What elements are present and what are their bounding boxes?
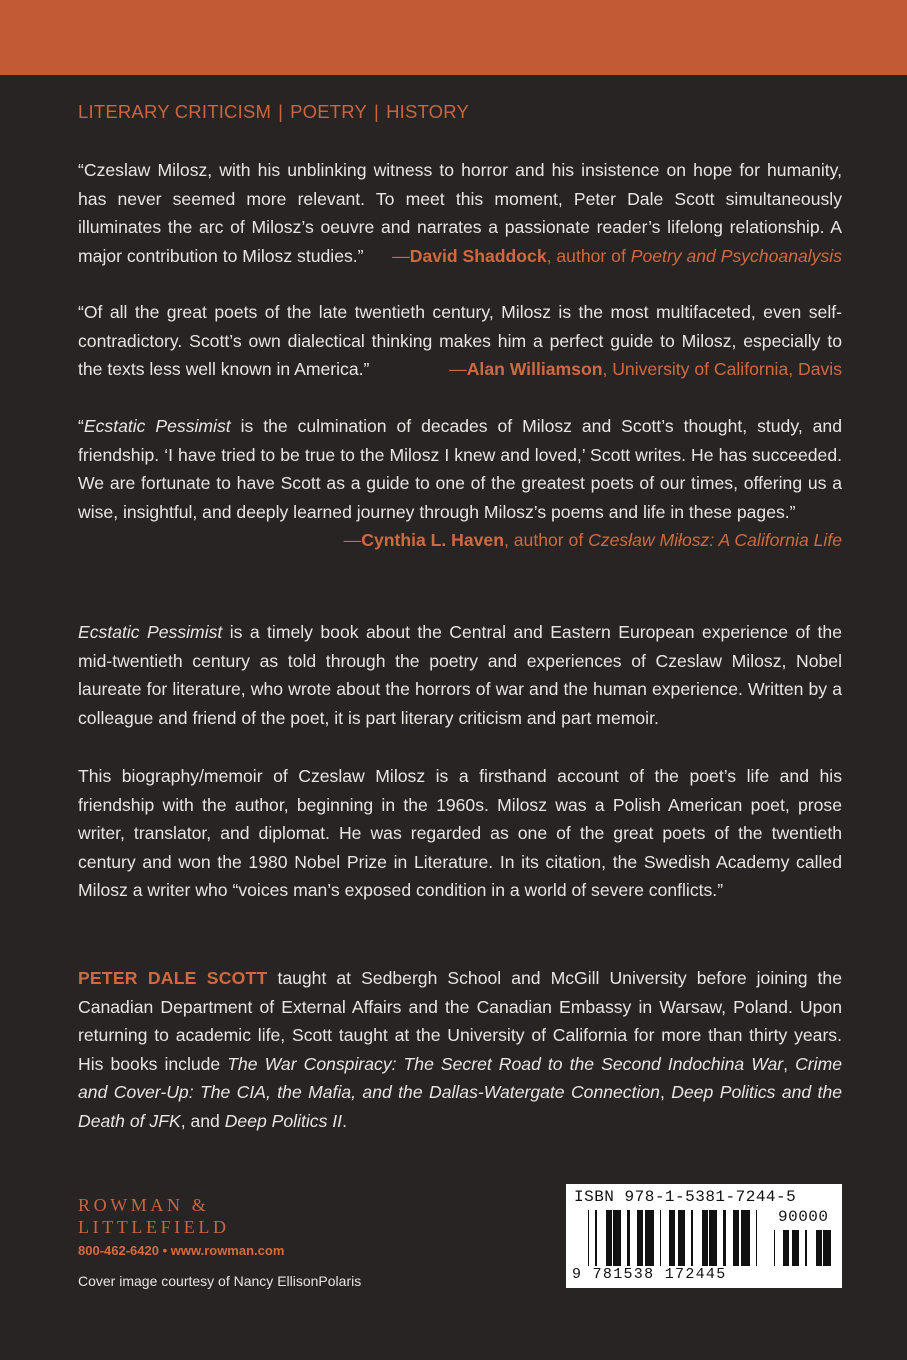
barcode-bar	[609, 1210, 612, 1266]
barcode-bar	[709, 1210, 711, 1266]
barcode-bar	[607, 1210, 609, 1266]
barcode-bar	[660, 1210, 661, 1266]
isbn-barcode	[566, 1184, 842, 1288]
barcode-bar	[678, 1210, 679, 1266]
blurb-text: “Czeslaw Milosz, with his unblinking witness to horror and his insistence on hope for humanity, has never seemed more relevant. To meet this moment, Peter Dale Scott simultaneously illuminates the arc of Milosz’s oeuvre and narrates a passionate reader’s lifelong relationship. A major contribution to Milosz studies.”	[78, 160, 842, 266]
barcode-bar	[828, 1230, 829, 1266]
barcode-bar	[714, 1210, 715, 1266]
barcode-bar	[795, 1230, 798, 1266]
blurb-work-title: Czesław Miłosz: A California Life	[588, 530, 842, 551]
barcode-bar	[618, 1210, 619, 1266]
barcode-bar	[723, 1210, 726, 1266]
barcode-bar	[637, 1210, 639, 1266]
barcode-bar	[786, 1230, 787, 1266]
blurb-attribution: —Alan Williamson, University of California, Davis	[449, 359, 842, 380]
blurb-text: is the culmination of decades of Milosz and Scott’s thought, study, and friendship. ‘I have tried to be true to the Milosz I knew and loved,’ Scott writes. He has succeeded. We are fortunate to have Scott as a guide to one of the greatest poets of our times, offering us a wise, insightful, and deeply learned journey through Milosz’s poems and life in these pages.”	[78, 416, 842, 522]
publisher-logo: ROWMAN & LITTLEFIELD	[78, 1195, 230, 1237]
category-history: HISTORY	[386, 101, 470, 122]
barcode-bar	[684, 1210, 685, 1266]
barcode-bar	[669, 1210, 672, 1266]
barcode-bar	[756, 1210, 757, 1266]
cover-credit: Cover image courtesy of Nancy EllisonPolaris	[78, 1273, 362, 1289]
blurb-text: “Of all the great poets of the late twentieth century, Milosz is the most multifaceted, even self-contradictory. Scott’s own dialectical thinking makes him a perfect guide to Milosz, especially to the texts less well known in America.”	[78, 302, 842, 380]
barcode-bar	[705, 1210, 708, 1266]
bio-book-title: Deep Politics II	[224, 1110, 343, 1131]
barcode-bar	[787, 1230, 789, 1266]
description-paragraph-1: Ecstatic Pessimist is a timely book about the Central and Eastern European experience of the mid-twentieth century as told through the poetry and experiences of Czeslaw Milosz, Nobel laureate for literature, who wrote about the horrors of war and the human experience. Written by a colleague and friend of the poet, it is part literary criticism and part memoir.	[78, 622, 842, 728]
barcode-digits: 9 781538 172445	[572, 1266, 727, 1283]
top-color-band	[0, 0, 907, 75]
barcode-bar	[691, 1210, 693, 1266]
bio-book-title: Crime and Cover-Up: The CIA, the Mafia, and the Dallas-Watergate Connection	[78, 1053, 843, 1103]
barcode-bar	[703, 1210, 705, 1266]
barcode-bar	[702, 1210, 703, 1266]
barcode-bar	[648, 1210, 649, 1266]
blurb-author-name: David Shaddock	[409, 245, 547, 266]
category-separator: |	[374, 101, 380, 122]
barcode-bar	[783, 1230, 786, 1266]
barcode-bar	[642, 1210, 643, 1266]
barcode-bar	[651, 1210, 654, 1266]
publisher-contact: 800-462-6420 • www.rowman.com	[78, 1243, 285, 1258]
barcode-bar	[645, 1210, 648, 1266]
barcode-bar	[805, 1230, 807, 1266]
barcode-bar	[615, 1210, 618, 1266]
barcode-bar	[825, 1230, 828, 1266]
barcode-bar	[735, 1210, 738, 1266]
blurb-attribution: —Cynthia L. Haven, author of Czesław Miłosz: A California Life	[343, 530, 842, 551]
price-code: 90000	[778, 1208, 829, 1226]
barcode-bar	[741, 1210, 744, 1266]
barcode-bar	[639, 1210, 642, 1266]
barcode-bar	[606, 1210, 607, 1266]
barcode-bar	[747, 1210, 750, 1266]
category-separator: |	[278, 101, 284, 122]
barcode-bar	[679, 1210, 681, 1266]
barcode-bar	[817, 1230, 819, 1266]
blurb-attribution: —David Shaddock, author of Poetry and Psychoanalysis	[392, 245, 842, 266]
barcode-bar	[774, 1230, 775, 1266]
barcode-bar	[816, 1230, 817, 1266]
barcode-bar	[792, 1230, 793, 1266]
barcode-bar	[613, 1210, 615, 1266]
barcode-bar	[829, 1230, 831, 1266]
bio-book-title: The War Conspiracy: The Secret Road to the Second Indochina War	[227, 1053, 784, 1074]
barcode-bar	[672, 1210, 673, 1266]
book-title: Ecstatic Pessimist	[83, 416, 231, 436]
barcode-bar	[819, 1230, 822, 1266]
barcode-bar	[744, 1210, 745, 1266]
barcode-bar	[745, 1210, 747, 1266]
barcode-bar	[595, 1210, 597, 1266]
blurb-author-name: Cynthia L. Haven	[361, 530, 504, 551]
barcode-bar	[627, 1210, 630, 1266]
barcode-bar	[649, 1210, 651, 1266]
barcode-bar	[711, 1210, 714, 1266]
author-name: PETER DALE SCOTT	[78, 968, 268, 988]
bio-book-title: Deep Politics and the Death of JFK	[78, 1082, 843, 1131]
description-paragraph-2: This biography/memoir of Czeslaw Milosz is a firsthand account of the poet’s life and his friendship with the author, beginning in the 1960s. Milosz was a Polish American poet, prose writer, translator, and diplomat. He was regarded as one of the great poets of the twentieth century and won the 1980 Nobel Prize in Literature. In its citation, the Swedish Academy called Milosz a writer who “voices man’s exposed condition in a world of severe conflicts.”	[78, 766, 842, 901]
barcode-bar	[793, 1230, 795, 1266]
book-title: Ecstatic Pessimist	[78, 622, 223, 642]
barcode-bar	[619, 1210, 621, 1266]
blurb-shaddock	[78, 156, 842, 270]
barcode-bar	[681, 1210, 684, 1266]
barcode-bar	[715, 1210, 717, 1266]
isbn-label: ISBN 978-1-5381-7244-5	[574, 1188, 797, 1206]
barcode-bar	[588, 1210, 589, 1266]
author-bio: PETER DALE SCOTT taught at Sedbergh School and McGill University before joining the Canadian Department of External Affairs and the Canadian Embassy in Warsaw, Poland. Upon returning to academic life, Scott taught at the University of California for more than thirty years. His books include The War Conspiracy: The Secret Road to the Second Indochina War, Crime and Cover-Up: The CIA, the Mafia, and the Dallas-Watergate Connection, Deep Politics and the Death of JFK, and Deep Politics II.	[78, 968, 843, 1131]
barcode-bar	[733, 1210, 735, 1266]
blurb-haven: “Ecstatic Pessimist is the culmination of decades of Milosz and Scott’s thought, study, and friendship. ‘I have tried to be true to the Milosz I knew and loved,’ Scott writes. He has succeeded. We are fortunate to have Scott as a guide to one of the greatest poets of our times, offering us a wise, insightful, and deeply learned journey through Milosz’s poems and life in these pages.” —Cynthia L. Haven, author of Czesław Miłosz: A California Life	[78, 412, 842, 555]
blurb-work-title: Poetry and Psychoanalysis	[630, 245, 842, 266]
barcode-bar	[738, 1210, 739, 1266]
barcode-bar	[673, 1210, 675, 1266]
category-line	[78, 101, 469, 123]
category-literary-criticism: LITERARY CRITICISM	[78, 101, 272, 122]
blurb-author-name: Alan Williamson	[466, 359, 603, 380]
barcode-bar	[798, 1230, 799, 1266]
blurb-williamson	[78, 298, 842, 384]
category-poetry: POETRY	[290, 101, 368, 122]
barcode-bar	[823, 1230, 825, 1266]
